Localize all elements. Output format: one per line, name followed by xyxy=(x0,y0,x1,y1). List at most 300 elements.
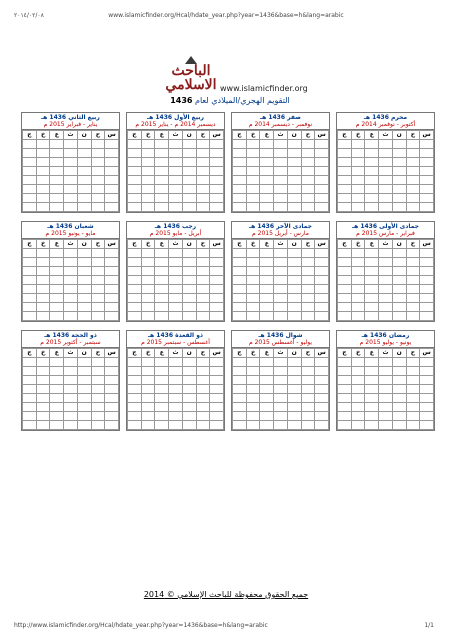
day-row xyxy=(338,412,434,421)
day-cell xyxy=(287,312,301,321)
day-cell xyxy=(420,249,434,258)
weekday-label: ن xyxy=(182,349,196,358)
day-cell xyxy=(406,367,420,376)
day-cell xyxy=(301,203,315,212)
day-cell xyxy=(50,358,64,367)
day-cell xyxy=(210,194,224,203)
day-cell xyxy=(105,294,119,303)
day-cell xyxy=(301,185,315,194)
weekday-label: ن xyxy=(182,131,196,140)
weekday-label: ث xyxy=(169,131,183,140)
day-cell xyxy=(155,385,169,394)
day-cell xyxy=(182,421,196,430)
day-cell xyxy=(105,249,119,258)
day-cell xyxy=(128,412,142,421)
day-cell xyxy=(420,294,434,303)
day-cell xyxy=(128,140,142,149)
weekday-label: ث xyxy=(274,240,288,249)
day-cell xyxy=(64,249,78,258)
day-cell xyxy=(233,412,247,421)
day-cell xyxy=(379,367,393,376)
day-cell xyxy=(50,303,64,312)
weekday-label: ع xyxy=(365,131,379,140)
day-cell xyxy=(169,158,183,167)
month-calendar xyxy=(21,221,120,322)
day-cell xyxy=(196,403,210,412)
day-cell xyxy=(210,421,224,430)
day-cell xyxy=(392,267,406,276)
day-cell xyxy=(233,194,247,203)
day-cell xyxy=(141,421,155,430)
day-cell xyxy=(210,385,224,394)
day-cell xyxy=(406,258,420,267)
day-row xyxy=(128,267,224,276)
day-cell xyxy=(406,167,420,176)
day-cell xyxy=(128,303,142,312)
day-cell xyxy=(379,140,393,149)
day-cell xyxy=(64,403,78,412)
day-cell xyxy=(351,385,365,394)
day-cell xyxy=(23,158,37,167)
weekday-label: ح xyxy=(301,131,315,140)
day-cell xyxy=(91,194,105,203)
month-day-table xyxy=(22,130,119,212)
day-cell xyxy=(77,249,91,258)
day-cell xyxy=(23,249,37,258)
day-cell xyxy=(64,385,78,394)
day-cell xyxy=(141,258,155,267)
day-row xyxy=(23,149,119,158)
day-cell xyxy=(287,385,301,394)
day-cell xyxy=(301,421,315,430)
month-day-table xyxy=(232,130,329,212)
day-cell xyxy=(379,267,393,276)
day-cell xyxy=(301,276,315,285)
day-cell xyxy=(36,367,50,376)
month-day-table xyxy=(22,239,119,321)
day-cell xyxy=(392,367,406,376)
day-cell xyxy=(233,276,247,285)
day-cell xyxy=(420,167,434,176)
day-cell xyxy=(365,294,379,303)
day-cell xyxy=(155,140,169,149)
weekday-label: ج xyxy=(128,349,142,358)
day-cell xyxy=(379,285,393,294)
day-cell xyxy=(23,403,37,412)
day-cell xyxy=(301,149,315,158)
day-cell xyxy=(379,421,393,430)
day-cell xyxy=(105,367,119,376)
day-cell xyxy=(365,249,379,258)
day-cell xyxy=(406,421,420,430)
day-cell xyxy=(274,367,288,376)
day-cell xyxy=(301,176,315,185)
day-cell xyxy=(301,312,315,321)
day-cell xyxy=(260,249,274,258)
day-cell xyxy=(246,421,260,430)
hijri-month-name: شوال 1436 هـ xyxy=(258,332,303,339)
day-row xyxy=(128,276,224,285)
day-cell xyxy=(50,294,64,303)
weekday-label: ث xyxy=(64,240,78,249)
weekday-label: خ xyxy=(246,131,260,140)
day-cell xyxy=(169,358,183,367)
day-row xyxy=(23,176,119,185)
hijri-month-name: جمادى الأولى 1436 هـ xyxy=(352,223,419,230)
day-cell xyxy=(246,312,260,321)
day-cell xyxy=(23,394,37,403)
day-cell xyxy=(155,267,169,276)
day-cell xyxy=(287,294,301,303)
day-row xyxy=(23,376,119,385)
day-cell xyxy=(50,394,64,403)
weekday-label: ع xyxy=(260,349,274,358)
day-cell xyxy=(196,140,210,149)
day-cell xyxy=(274,185,288,194)
day-cell xyxy=(351,312,365,321)
day-cell xyxy=(315,140,329,149)
month-header xyxy=(22,222,119,239)
day-cell xyxy=(182,258,196,267)
day-cell xyxy=(141,158,155,167)
page-url: www.islamicfinder.org/Hcal/hdate_year.php?year=1436&base=h&lang=arabic xyxy=(108,12,344,19)
day-cell xyxy=(287,203,301,212)
day-cell xyxy=(128,312,142,321)
day-cell xyxy=(210,176,224,185)
day-row xyxy=(233,276,329,285)
day-cell xyxy=(233,158,247,167)
day-cell xyxy=(351,358,365,367)
day-cell xyxy=(64,167,78,176)
day-row xyxy=(23,394,119,403)
month-day-table xyxy=(337,130,434,212)
day-row xyxy=(233,176,329,185)
day-cell xyxy=(141,203,155,212)
day-cell xyxy=(77,385,91,394)
site-name: www.islamicfinder.org xyxy=(220,84,308,93)
month-calendar xyxy=(336,112,435,213)
day-cell xyxy=(36,194,50,203)
calendar-title-text: التقويم الهجري/الميلادي لعام xyxy=(195,96,290,105)
weekday-label: خ xyxy=(36,240,50,249)
month-calendar xyxy=(231,330,330,431)
day-cell xyxy=(105,394,119,403)
weekday-label: ح xyxy=(91,131,105,140)
day-cell xyxy=(50,158,64,167)
day-cell xyxy=(351,176,365,185)
weekday-label: ن xyxy=(392,349,406,358)
day-cell xyxy=(155,358,169,367)
day-cell xyxy=(91,203,105,212)
day-cell xyxy=(210,403,224,412)
hijri-month-name: رجب 1436 هـ xyxy=(154,223,197,230)
day-cell xyxy=(260,140,274,149)
day-cell xyxy=(141,140,155,149)
day-cell xyxy=(246,376,260,385)
day-row xyxy=(23,367,119,376)
month-header xyxy=(127,222,224,239)
weekday-label: ن xyxy=(77,131,91,140)
day-cell xyxy=(36,403,50,412)
day-cell xyxy=(196,267,210,276)
day-row xyxy=(128,358,224,367)
month-day-table xyxy=(337,239,434,321)
day-cell xyxy=(105,267,119,276)
weekday-label: خ xyxy=(141,240,155,249)
day-cell xyxy=(274,412,288,421)
day-cell xyxy=(392,358,406,367)
day-cell xyxy=(287,194,301,203)
day-cell xyxy=(182,167,196,176)
weekday-label: ح xyxy=(301,240,315,249)
weekday-label: ج xyxy=(338,240,352,249)
day-cell xyxy=(50,367,64,376)
day-cell xyxy=(338,385,352,394)
day-cell xyxy=(287,276,301,285)
day-cell xyxy=(274,294,288,303)
day-cell xyxy=(141,149,155,158)
day-cell xyxy=(141,403,155,412)
day-cell xyxy=(274,276,288,285)
day-cell xyxy=(182,312,196,321)
day-cell xyxy=(274,403,288,412)
day-row xyxy=(338,294,434,303)
weekday-label: ح xyxy=(406,240,420,249)
day-cell xyxy=(233,312,247,321)
weekday-row xyxy=(338,131,434,140)
day-cell xyxy=(351,149,365,158)
day-cell xyxy=(420,194,434,203)
day-cell xyxy=(141,303,155,312)
day-cell xyxy=(77,194,91,203)
day-cell xyxy=(260,303,274,312)
day-cell xyxy=(210,312,224,321)
weekday-label: ج xyxy=(23,240,37,249)
day-cell xyxy=(301,267,315,276)
calendar-year: 1436 xyxy=(170,96,193,105)
day-cell xyxy=(155,394,169,403)
day-cell xyxy=(77,176,91,185)
day-cell xyxy=(315,376,329,385)
day-cell xyxy=(155,367,169,376)
weekday-label: ن xyxy=(392,240,406,249)
day-cell xyxy=(233,385,247,394)
day-cell xyxy=(36,303,50,312)
day-cell xyxy=(91,285,105,294)
day-cell xyxy=(36,358,50,367)
day-cell xyxy=(420,394,434,403)
day-cell xyxy=(91,185,105,194)
day-cell xyxy=(287,303,301,312)
day-row xyxy=(233,267,329,276)
weekday-label: ح xyxy=(91,349,105,358)
day-cell xyxy=(233,185,247,194)
day-cell xyxy=(406,285,420,294)
day-cell xyxy=(105,403,119,412)
day-cell xyxy=(351,267,365,276)
day-cell xyxy=(392,185,406,194)
day-cell xyxy=(379,312,393,321)
gregorian-month-range: نوفمبر - ديسمبر 2014 م xyxy=(248,121,313,128)
day-cell xyxy=(274,149,288,158)
day-row xyxy=(233,385,329,394)
day-cell xyxy=(338,421,352,430)
weekday-label: س xyxy=(210,349,224,358)
day-cell xyxy=(365,421,379,430)
weekday-label: ج xyxy=(128,131,142,140)
day-cell xyxy=(155,158,169,167)
day-cell xyxy=(141,276,155,285)
weekday-label: س xyxy=(315,349,329,358)
day-cell xyxy=(182,285,196,294)
day-cell xyxy=(315,421,329,430)
day-cell xyxy=(182,376,196,385)
day-row xyxy=(128,185,224,194)
day-row xyxy=(233,203,329,212)
day-cell xyxy=(64,294,78,303)
month-header xyxy=(232,331,329,348)
day-cell xyxy=(169,194,183,203)
day-cell xyxy=(392,385,406,394)
day-cell xyxy=(182,303,196,312)
day-row xyxy=(23,140,119,149)
day-cell xyxy=(351,294,365,303)
day-cell xyxy=(91,412,105,421)
day-cell xyxy=(182,294,196,303)
day-cell xyxy=(287,367,301,376)
day-cell xyxy=(274,267,288,276)
gregorian-month-range: أبريل - مايو 2015 م xyxy=(149,230,202,237)
day-cell xyxy=(420,367,434,376)
weekday-label: خ xyxy=(36,349,50,358)
day-cell xyxy=(169,376,183,385)
day-cell xyxy=(379,412,393,421)
day-cell xyxy=(77,185,91,194)
day-cell xyxy=(155,167,169,176)
day-cell xyxy=(406,294,420,303)
weekday-label: ث xyxy=(64,131,78,140)
day-cell xyxy=(351,258,365,267)
day-cell xyxy=(287,376,301,385)
weekday-label: س xyxy=(105,131,119,140)
day-row xyxy=(233,312,329,321)
day-cell xyxy=(141,358,155,367)
day-cell xyxy=(365,267,379,276)
day-cell xyxy=(23,149,37,158)
day-cell xyxy=(210,158,224,167)
day-row xyxy=(233,194,329,203)
day-cell xyxy=(406,394,420,403)
day-cell xyxy=(420,358,434,367)
day-cell xyxy=(420,176,434,185)
day-cell xyxy=(315,367,329,376)
day-cell xyxy=(406,403,420,412)
day-cell xyxy=(233,376,247,385)
day-cell xyxy=(36,149,50,158)
day-cell xyxy=(210,267,224,276)
day-cell xyxy=(246,149,260,158)
weekday-label: ع xyxy=(50,349,64,358)
day-cell xyxy=(23,412,37,421)
day-cell xyxy=(287,267,301,276)
day-cell xyxy=(246,403,260,412)
day-cell xyxy=(36,158,50,167)
day-cell xyxy=(420,376,434,385)
day-cell xyxy=(379,385,393,394)
day-cell xyxy=(315,267,329,276)
day-cell xyxy=(246,394,260,403)
day-cell xyxy=(23,185,37,194)
day-row xyxy=(338,203,434,212)
day-cell xyxy=(392,176,406,185)
day-cell xyxy=(50,267,64,276)
weekday-row xyxy=(23,131,119,140)
day-cell xyxy=(246,276,260,285)
day-cell xyxy=(351,194,365,203)
month-header xyxy=(337,113,434,130)
weekday-label: ث xyxy=(379,240,393,249)
day-cell xyxy=(315,194,329,203)
day-cell xyxy=(141,185,155,194)
day-row xyxy=(128,312,224,321)
weekday-label: خ xyxy=(141,349,155,358)
day-cell xyxy=(64,312,78,321)
day-cell xyxy=(392,312,406,321)
day-cell xyxy=(182,158,196,167)
day-cell xyxy=(301,167,315,176)
month-calendar xyxy=(336,221,435,322)
weekday-label: ح xyxy=(196,131,210,140)
day-cell xyxy=(91,303,105,312)
day-cell xyxy=(246,167,260,176)
weekday-label: خ xyxy=(351,240,365,249)
day-cell xyxy=(246,294,260,303)
day-cell xyxy=(196,149,210,158)
day-cell xyxy=(77,167,91,176)
day-cell xyxy=(351,303,365,312)
islamicfinder-logo xyxy=(156,56,226,96)
day-cell xyxy=(365,285,379,294)
day-cell xyxy=(128,258,142,267)
weekday-label: ع xyxy=(50,240,64,249)
day-cell xyxy=(274,249,288,258)
day-cell xyxy=(23,258,37,267)
day-cell xyxy=(287,394,301,403)
day-cell xyxy=(365,276,379,285)
weekday-label: ع xyxy=(365,240,379,249)
day-cell xyxy=(406,203,420,212)
day-cell xyxy=(210,376,224,385)
day-cell xyxy=(50,285,64,294)
day-cell xyxy=(420,412,434,421)
day-cell xyxy=(50,376,64,385)
day-cell xyxy=(274,394,288,403)
day-cell xyxy=(155,276,169,285)
day-cell xyxy=(210,276,224,285)
day-cell xyxy=(77,149,91,158)
day-cell xyxy=(36,312,50,321)
day-row xyxy=(23,403,119,412)
day-cell xyxy=(64,303,78,312)
day-cell xyxy=(392,394,406,403)
day-cell xyxy=(196,285,210,294)
gregorian-month-range: مايو - يونيو 2015 م xyxy=(45,230,96,237)
weekday-row xyxy=(233,240,329,249)
day-cell xyxy=(260,167,274,176)
day-cell xyxy=(406,412,420,421)
day-cell xyxy=(260,403,274,412)
day-cell xyxy=(365,194,379,203)
